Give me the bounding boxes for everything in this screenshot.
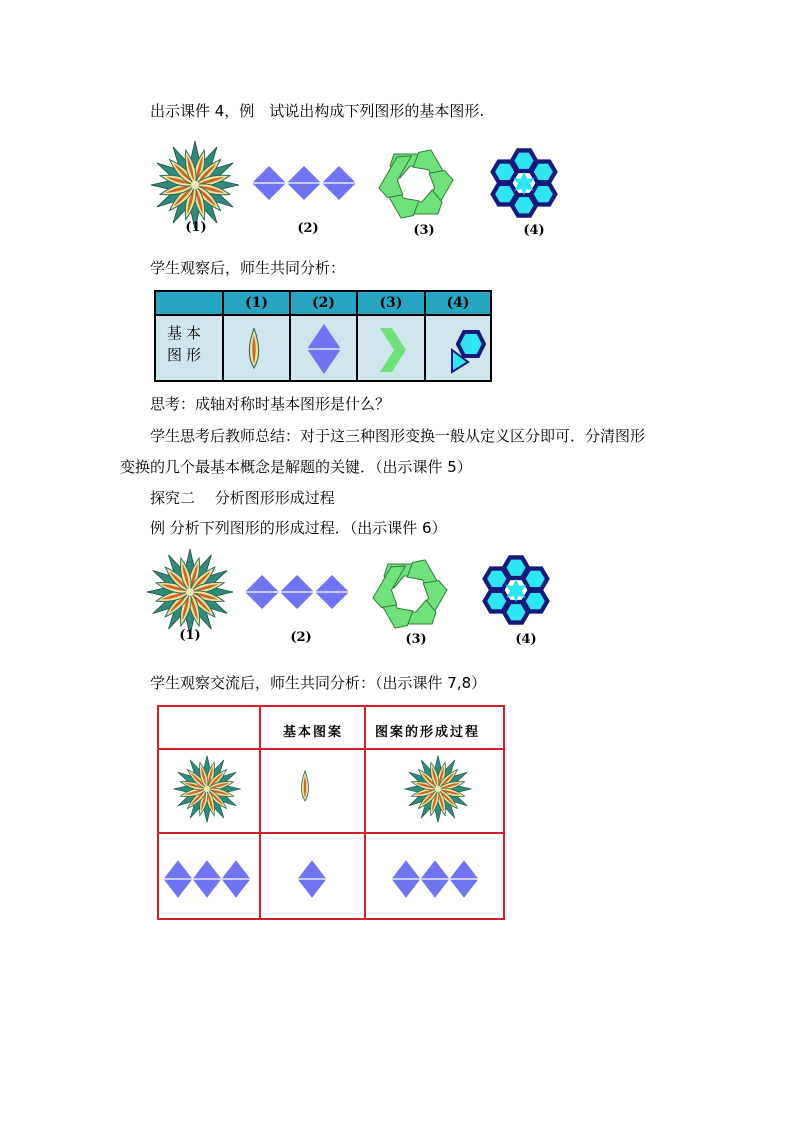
flower-figure	[148, 140, 242, 230]
paragraph-observe: 学生观察后，师生共同分析：	[150, 259, 346, 277]
hexagon-shape	[446, 326, 486, 374]
table-row-label: 基本图形	[166, 324, 205, 364]
table2-header-formation: 图案的形成过程	[375, 725, 481, 740]
table2-flower	[171, 753, 243, 825]
table2-diamond-row	[163, 859, 251, 899]
petal-shape	[242, 328, 266, 372]
figure-label-1: (1)	[185, 220, 207, 235]
figure-label-3: (3)	[413, 223, 435, 238]
basic-shape-table	[154, 290, 492, 382]
paragraph-summary-line1: 学生思考后教师总结：对于这三种图形变换一般从定义区分即可．分清图形	[150, 427, 646, 445]
paragraph-observe-discuss: 学生观察交流后，师生共同分析：（出示课件 7,8）	[150, 674, 487, 692]
pattern-formation-table	[157, 705, 505, 920]
paragraph-question: 思考：成轴对称时基本图形是什么？	[150, 395, 391, 413]
table2-diamond	[297, 859, 327, 899]
figure-label-2: (2)	[297, 221, 319, 236]
paragraph-example-intro: 出示课件 4，例 试说出构成下列图形的基本图形.	[150, 102, 485, 120]
hexagon-pattern-figure-2	[468, 554, 564, 626]
table-header-4: (4)	[446, 295, 470, 311]
diamond-row-figure-2	[245, 574, 349, 610]
table-header-1: (1)	[245, 295, 268, 311]
paragraph-example-2: 例 分析下列图形的形成过程．（出示课件 6）	[150, 519, 447, 537]
table2-header-basic-pattern: 基本图案	[283, 725, 344, 740]
paragraph-summary-line2: 变换的几个最基本概念是解题的关键．（出示课件 5）	[120, 458, 472, 476]
table2-flower-formed	[402, 753, 474, 825]
figure2-label-3: (3)	[405, 632, 427, 647]
arrow-swirl-figure	[374, 148, 458, 220]
diamond-row-figure	[252, 165, 356, 201]
figure2-label-1: (1)	[179, 628, 201, 643]
diamond-shape	[306, 322, 342, 376]
figure2-label-4: (4)	[515, 632, 537, 647]
flower-figure-2	[143, 548, 237, 636]
table-header-3: (3)	[379, 295, 403, 311]
table-header-2: (2)	[312, 295, 335, 311]
figure2-label-2: (2)	[290, 630, 312, 645]
hexagon-pattern-figure	[476, 147, 572, 219]
table2-petal	[295, 767, 315, 805]
table2-diamond-row-formed	[391, 859, 479, 899]
arrow-swirl-figure-2	[368, 558, 452, 630]
chevron-shape	[378, 328, 408, 372]
section-heading-explore-2: 探究二 分析图形形成过程	[150, 489, 335, 507]
figure-label-4: (4)	[523, 223, 545, 238]
